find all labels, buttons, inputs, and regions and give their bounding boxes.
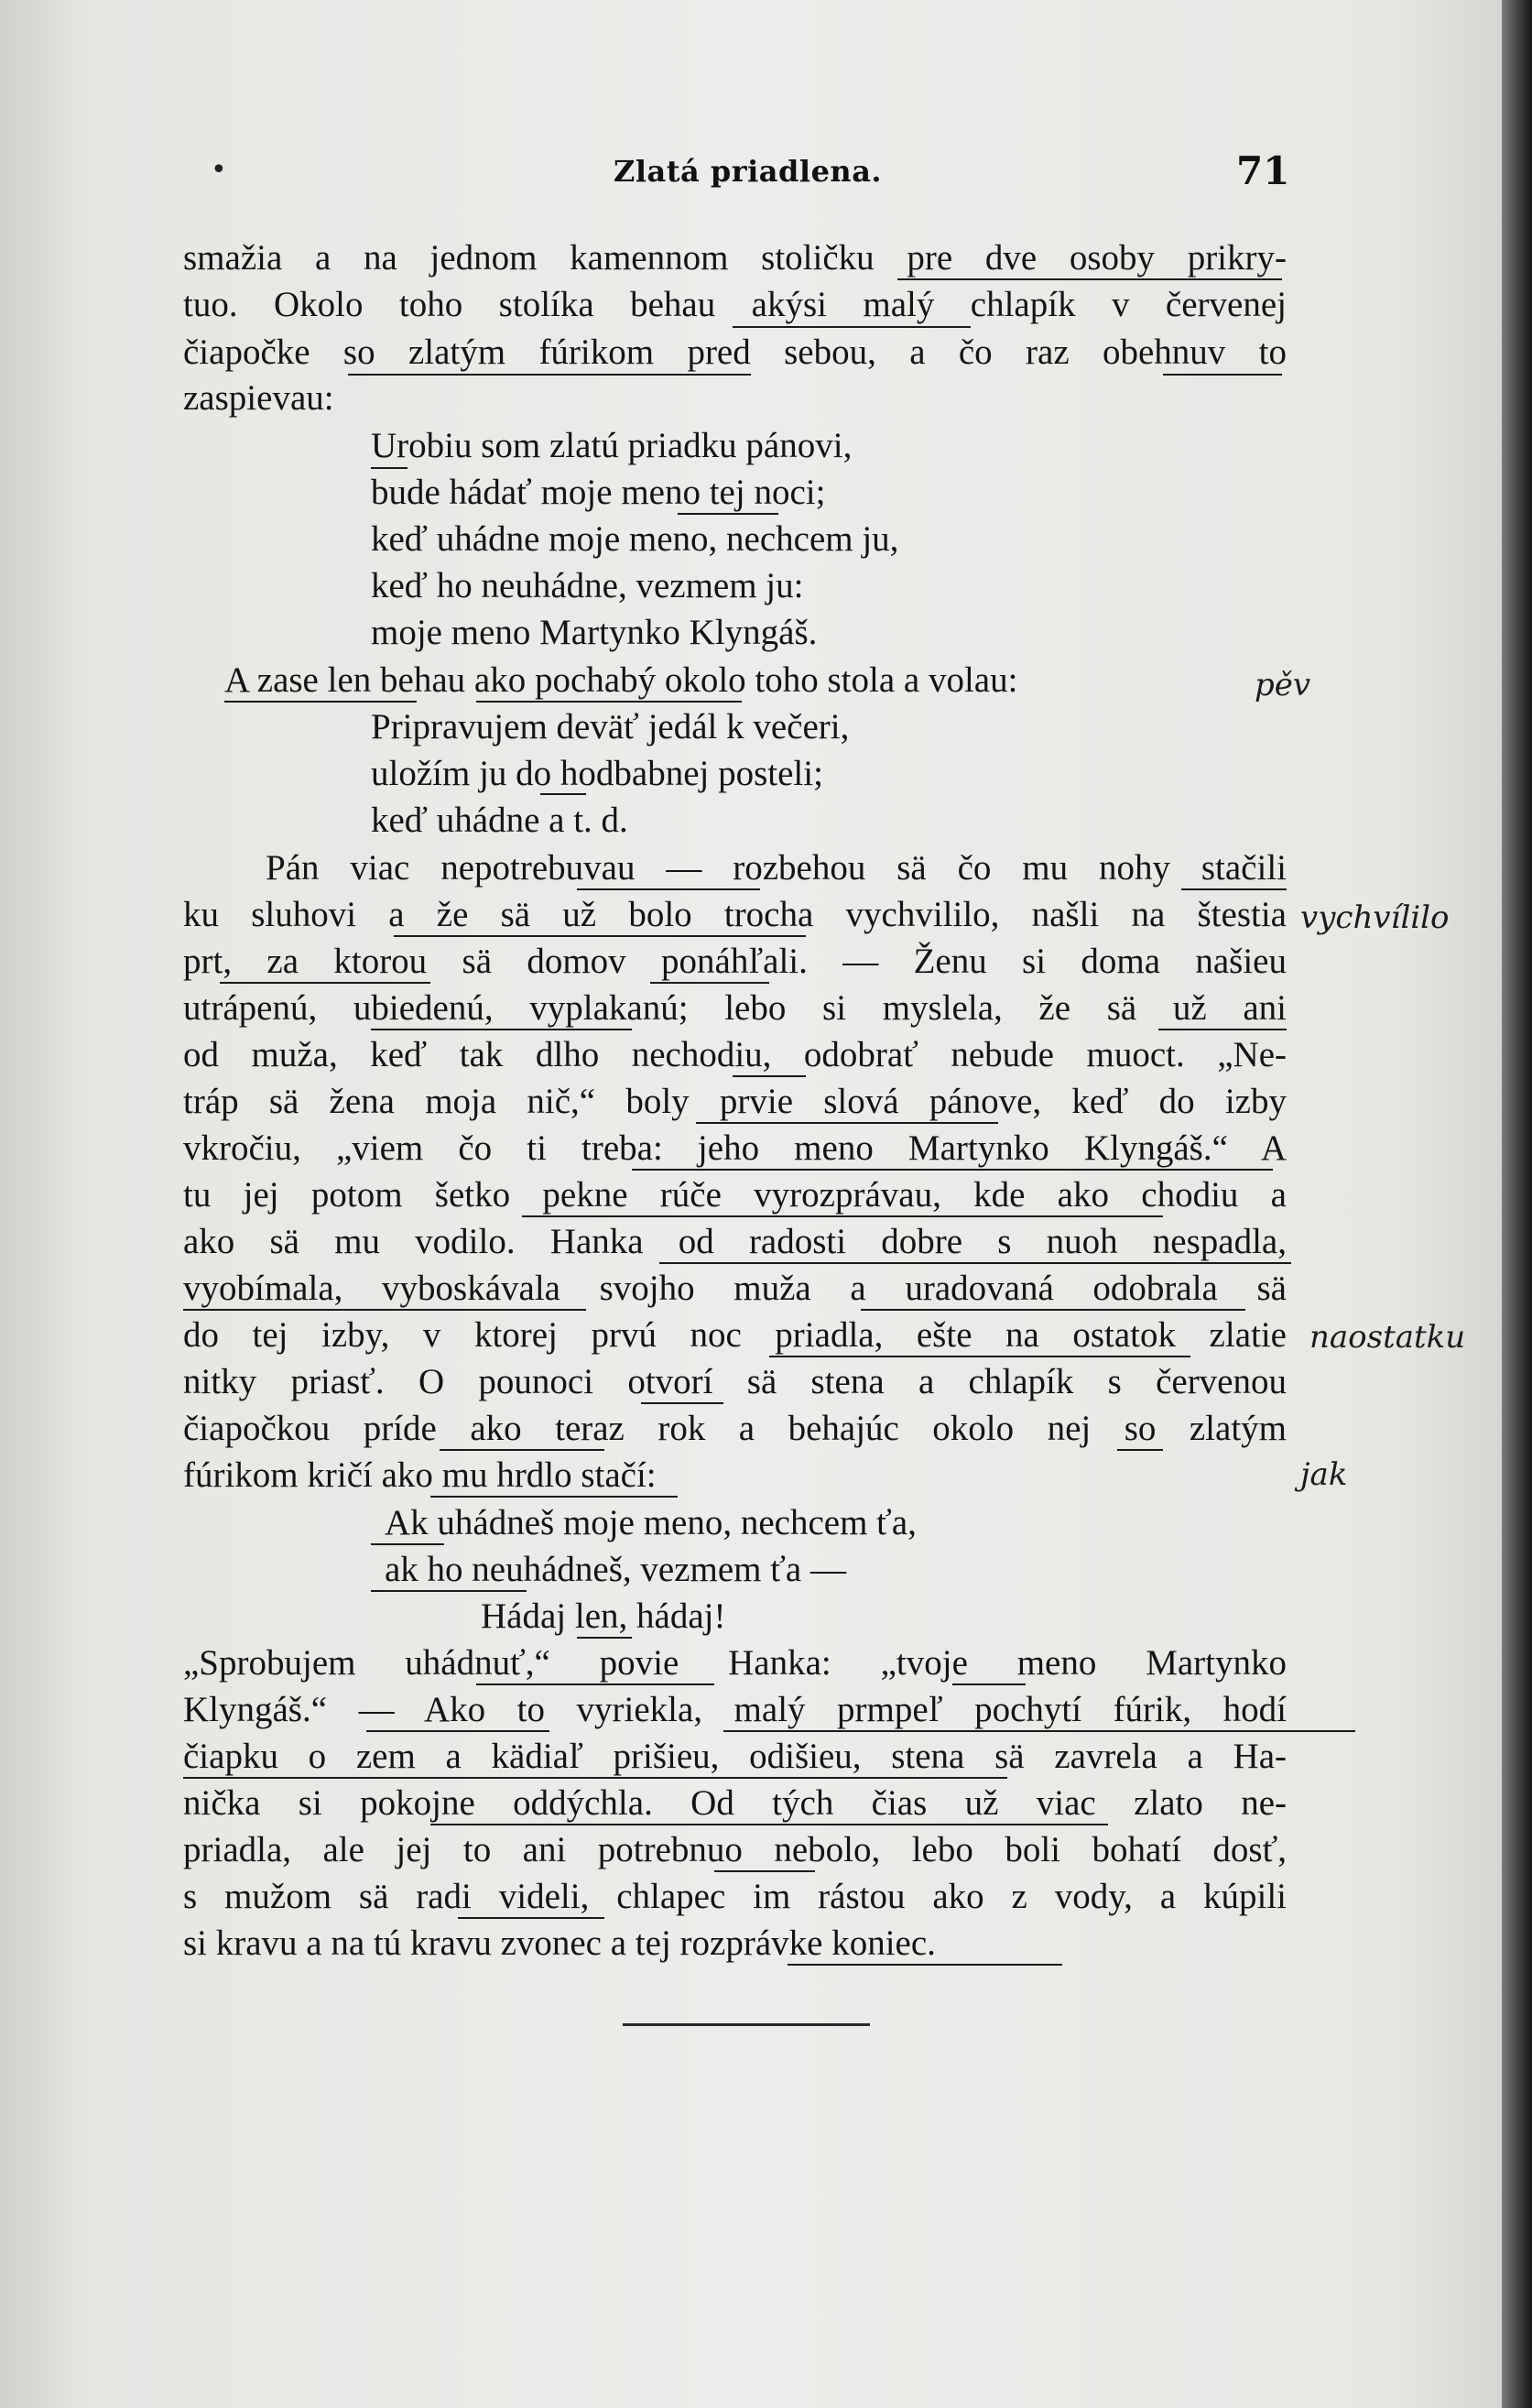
pen-underline xyxy=(723,1730,1355,1732)
verse-line: Ak uhádneš moje meno, nechcem ťa, xyxy=(385,1503,917,1542)
pen-underline xyxy=(952,1683,1026,1685)
text-line: Pán viac nepotrebuvau — rozbehou sä čo mu nohy stačili xyxy=(266,848,1287,888)
pen-underline xyxy=(861,1309,1245,1311)
pen-underline xyxy=(733,326,971,328)
verse-line: ak ho neuhádneš, vezmem ťa — xyxy=(385,1550,846,1589)
end-rule xyxy=(623,2023,870,2026)
pen-underline xyxy=(371,467,407,469)
pen-underline xyxy=(1158,1029,1287,1030)
text-line: čiapočkou príde ako teraz rok a behajúc okolo nej so zlatým xyxy=(183,1409,1287,1448)
text-line: „Sprobujem uhádnuť,“ povie Hanka: „tvoje meno Martynko xyxy=(183,1643,1287,1683)
bullet-mark: • xyxy=(211,154,227,186)
text-line: tu jej potom šetko pekne rúče vyrozprávau, kde ako chodiu a xyxy=(183,1175,1287,1215)
pen-underline xyxy=(641,1402,723,1404)
pen-underline xyxy=(1181,888,1287,890)
pen-underline xyxy=(1163,374,1282,376)
text-line: priadla, ale jej to ani potrebnuo nebolo, lebo boli bohatí dosť, xyxy=(183,1830,1287,1869)
pen-underline xyxy=(788,1964,1062,1966)
pen-underline xyxy=(430,1824,1108,1825)
verse-line: keď uhádne a t. d. xyxy=(371,801,628,840)
pen-underline xyxy=(897,278,1282,280)
pen-underline xyxy=(476,701,742,703)
page-number: 71 xyxy=(1236,148,1290,193)
text-line: vkročiu, „viem čo ti treba: jeho meno Martynko Klyngáš.“ A xyxy=(183,1128,1287,1168)
pen-underline xyxy=(714,1870,815,1872)
pen-underline xyxy=(769,1356,1190,1357)
margin-note: vychvílilo xyxy=(1300,899,1450,936)
pen-underline xyxy=(632,1169,1273,1171)
pen-underline xyxy=(678,513,778,515)
pen-underline xyxy=(430,1496,678,1498)
text-line: tráp sä žena moja nič,“ boly prvie slová pánove, keď do izby xyxy=(183,1082,1287,1121)
text-line: čiapočke so zlatým fúrikom pred sebou, a čo raz obehnuv to xyxy=(183,332,1287,372)
text-line: do tej izby, v ktorej prvú noc priadla, ešte na ostatok zlatie xyxy=(183,1315,1287,1355)
pen-underline xyxy=(220,982,430,984)
page-edge-shadow xyxy=(1502,0,1532,2408)
verse-line: Pripravujem deväť jedál k večeri, xyxy=(371,707,850,746)
pen-underline xyxy=(224,701,417,703)
pen-underline xyxy=(458,1917,604,1919)
pen-underline xyxy=(440,1449,604,1451)
pen-underline xyxy=(733,1075,806,1077)
text-line: utrápenú, ubiedenú, vyplakanú; lebo si myslela, že sä už ani xyxy=(183,988,1287,1028)
verse-line: bude hádať moje meno tej noci; xyxy=(371,473,826,512)
pen-underline xyxy=(1117,1449,1163,1451)
text-line: ku sluhovi a že sä už bolo trocha vychvililo, našli na štestia xyxy=(183,895,1287,934)
pen-underline xyxy=(371,1029,632,1030)
pen-underline xyxy=(476,1683,714,1685)
text-line: tuo. Okolo toho stolíka behau akýsi malý chlapík v červenej xyxy=(183,285,1287,324)
text-line: vyobímala, vyboskávala svojho muža a uradovaná odobrala sä xyxy=(183,1269,1287,1308)
margin-note: jak xyxy=(1300,1456,1348,1493)
text-line: A zase len behau ako pochabý okolo toho stola a volau: xyxy=(224,660,1018,700)
text-line: s mužom sä radi videli, chlapec im rástou ako z vody, a kúpili xyxy=(183,1877,1287,1916)
pen-underline xyxy=(650,982,769,984)
text-line: od muža, keď tak dlho nechodiu, odobrať nebude muoct. „Ne- xyxy=(183,1035,1287,1074)
verse-line: Hádaj len, hádaj! xyxy=(481,1596,726,1636)
verse-line: Urobiu som zlatú priadku pánovi, xyxy=(371,426,853,465)
margin-note: naostatku xyxy=(1309,1319,1466,1356)
pen-underline xyxy=(540,793,586,795)
verse-line: uložím ju do hodbabnej posteli; xyxy=(371,754,823,793)
text-line: nička si pokojne oddýchla. Od tých čias už viac zlato ne- xyxy=(183,1783,1287,1823)
text-line: smažia a na jednom kamennom stoličku pre dve osoby prikry- xyxy=(183,238,1287,278)
running-title: Zlatá priadlena. xyxy=(614,154,883,189)
pen-underline xyxy=(577,1637,632,1639)
text-line: fúrikom kričí ako mu hrdlo stačí: xyxy=(183,1455,657,1495)
text-line: ako sä mu vodilo. Hanka od radosti dobre s nuoh nespadla, xyxy=(183,1222,1287,1261)
pen-underline xyxy=(394,935,806,937)
pen-underline xyxy=(371,1543,444,1545)
pen-underline xyxy=(183,1777,1007,1779)
text-line: nitky priasť. O pounoci otvorí sä stena a chlapík s červenou xyxy=(183,1362,1287,1401)
verse-line: keď uhádne moje meno, nechcem ju, xyxy=(371,519,899,559)
text-line: čiapku o zem a kädiaľ prišieu, odišieu, stena sä zavrela a Ha- xyxy=(183,1737,1287,1776)
pen-underline xyxy=(371,1590,527,1592)
text-line: zaspievau: xyxy=(183,378,334,418)
pen-underline xyxy=(183,1309,586,1311)
verse-line: moje meno Martynko Klyngáš. xyxy=(371,613,818,652)
margin-note: pěv xyxy=(1255,667,1311,703)
pen-underline xyxy=(348,374,751,376)
page-header xyxy=(0,148,1502,209)
pen-underline xyxy=(522,1215,1163,1217)
pen-underline xyxy=(659,1262,1291,1264)
pen-underline xyxy=(366,1730,549,1732)
text-line: Klyngáš.“ — Ako to vyriekla, malý prmpeľ pochytí fúrik, hodí xyxy=(183,1690,1287,1729)
text-line: prt, za ktorou sä domov ponáhľali. — Ženu si doma našieu xyxy=(183,942,1287,981)
verse-line: keď ho neuhádne, vezmem ju: xyxy=(371,566,804,605)
pen-underline xyxy=(577,888,760,890)
text-line: si kravu a na tú kravu zvonec a tej rozprávke koniec. xyxy=(183,1923,936,1963)
pen-underline xyxy=(696,1122,998,1124)
